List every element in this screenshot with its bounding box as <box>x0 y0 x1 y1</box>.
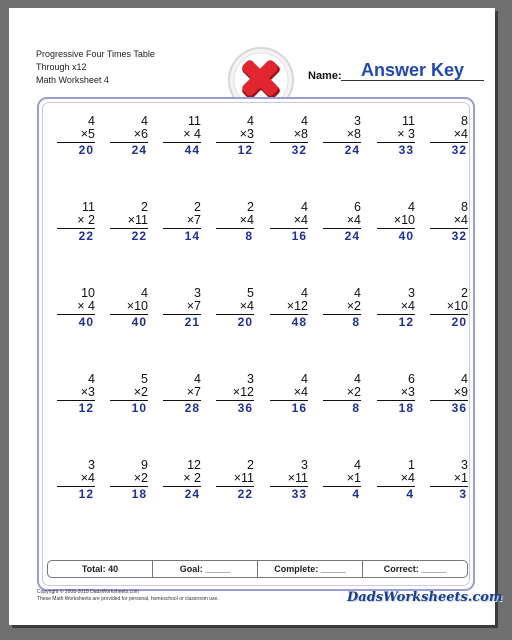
multiplicand: 4 <box>141 286 148 300</box>
problem-row <box>49 200 468 287</box>
goal-field: Goal: _____ <box>153 561 258 577</box>
answer: 20 <box>78 143 94 157</box>
multiplicand: 4 <box>354 372 361 386</box>
multiplier: ×10 <box>430 300 468 315</box>
answer: 4 <box>406 487 414 501</box>
multiplier: ×2 <box>323 300 361 315</box>
multiplicand: 2 <box>194 200 201 214</box>
problem-row <box>49 458 468 545</box>
multiplicand: 3 <box>194 286 201 300</box>
answer: 16 <box>291 229 307 243</box>
problem <box>57 201 95 244</box>
answer: 22 <box>131 229 147 243</box>
multiplicand: 6 <box>354 200 361 214</box>
multiplicand: 4 <box>301 372 308 386</box>
problem <box>110 373 148 416</box>
answer: 32 <box>451 229 467 243</box>
answer: 36 <box>451 401 467 415</box>
answer: 40 <box>398 229 414 243</box>
answer: 32 <box>291 143 307 157</box>
multiplicand: 9 <box>141 458 148 472</box>
problem <box>323 459 361 502</box>
multiplicand: 11 <box>82 200 95 214</box>
multiplier: × 3 <box>377 128 415 143</box>
multiplicand: 3 <box>301 458 308 472</box>
multiplicand: 2 <box>247 458 254 472</box>
multiplier: ×1 <box>430 472 468 487</box>
multiplicand: 2 <box>141 200 148 214</box>
answer: 24 <box>131 143 147 157</box>
problem <box>270 115 308 158</box>
multiplier: ×4 <box>377 472 415 487</box>
multiplicand: 5 <box>141 372 148 386</box>
multiplier: ×9 <box>430 386 468 401</box>
dadsworksheets-logo: DadsWorksheets.com <box>347 590 503 605</box>
problem <box>110 287 148 330</box>
multiplier: ×4 <box>430 214 468 229</box>
correct-field: Correct: _____ <box>383 564 447 574</box>
copyright-line-1: Copyright © 2008-2018 DadsWorksheets.com <box>37 589 139 595</box>
multiplier: ×4 <box>216 300 254 315</box>
answer: 18 <box>131 487 147 501</box>
answer: 20 <box>451 315 467 329</box>
multiplier: ×2 <box>110 386 148 401</box>
problem <box>430 287 468 330</box>
multiplier: ×8 <box>323 128 361 143</box>
problem <box>57 373 95 416</box>
problem <box>216 115 254 158</box>
answer: 12 <box>78 401 94 415</box>
problem <box>377 115 415 158</box>
problem <box>377 459 415 502</box>
multiplicand: 4 <box>354 458 361 472</box>
problems-grid <box>49 114 468 545</box>
answer: 8 <box>245 229 253 243</box>
multiplicand: 11 <box>188 114 201 128</box>
problem <box>323 115 361 158</box>
answer: 40 <box>131 315 147 329</box>
problem <box>163 373 201 416</box>
multiplicand: 8 <box>461 200 468 214</box>
multiplicand: 4 <box>461 372 468 386</box>
problem <box>270 459 308 502</box>
multiplier: ×3 <box>377 386 415 401</box>
multiplier: × 2 <box>57 214 95 229</box>
multiplier: ×10 <box>377 214 415 229</box>
multiplicand: 4 <box>301 286 308 300</box>
copyright-notice <box>37 589 219 603</box>
multiplicand: 4 <box>247 114 254 128</box>
problem <box>163 287 201 330</box>
multiplicand: 12 <box>187 458 201 472</box>
multiplier: ×7 <box>163 214 201 229</box>
multiplier: ×4 <box>430 128 468 143</box>
multiplier: ×4 <box>323 214 361 229</box>
problem <box>57 287 95 330</box>
multiplier: ×7 <box>163 386 201 401</box>
problem <box>163 201 201 244</box>
multiplier: ×4 <box>216 214 254 229</box>
multiplier: ×4 <box>377 300 415 315</box>
multiplier: × 4 <box>57 300 95 315</box>
problem <box>216 287 254 330</box>
multiplier: ×6 <box>110 128 148 143</box>
problem <box>110 201 148 244</box>
problem <box>216 373 254 416</box>
answer: 20 <box>237 315 253 329</box>
multiplicand: 4 <box>88 114 95 128</box>
multiplicand: 5 <box>247 286 254 300</box>
answer: 28 <box>184 401 200 415</box>
multiplicand: 1 <box>408 458 415 472</box>
multiplicand: 4 <box>408 200 415 214</box>
multiplier: ×2 <box>323 386 361 401</box>
multiplier: × 4 <box>163 128 201 143</box>
multiplier: ×4 <box>270 386 308 401</box>
title-line-3: Math Worksheet 4 <box>36 75 109 85</box>
answer: 8 <box>352 315 360 329</box>
multiplier: × 2 <box>163 472 201 487</box>
problem <box>216 459 254 502</box>
answer-key-text: Answer Key <box>360 60 465 80</box>
problems-frame <box>37 97 475 591</box>
multiplicand: 3 <box>247 372 254 386</box>
answer: 36 <box>237 401 253 415</box>
answer: 12 <box>398 315 414 329</box>
answer: 24 <box>184 487 200 501</box>
answer: 24 <box>344 229 360 243</box>
problem <box>270 201 308 244</box>
multiplicand: 10 <box>81 286 95 300</box>
multiplicand: 4 <box>301 114 308 128</box>
problem <box>377 287 415 330</box>
worksheet-page <box>9 8 503 625</box>
multiplier: ×4 <box>270 214 308 229</box>
multiplicand: 3 <box>354 114 361 128</box>
multiplier: ×12 <box>216 386 254 401</box>
multiplicand: 2 <box>461 286 468 300</box>
complete-field: Complete: _____ <box>258 561 363 577</box>
multiplier: ×11 <box>110 214 148 229</box>
problem-row <box>49 286 468 373</box>
answer: 12 <box>237 143 253 157</box>
answer: 22 <box>78 229 94 243</box>
answer: 32 <box>451 143 467 157</box>
problem <box>216 201 254 244</box>
multiplicand: 4 <box>301 200 308 214</box>
problem <box>430 201 468 244</box>
answer: 3 <box>459 487 467 501</box>
problem <box>270 287 308 330</box>
multiplicand: 4 <box>88 372 95 386</box>
multiplier: ×11 <box>216 472 254 487</box>
problem-row <box>49 372 468 459</box>
multiplier: ×5 <box>57 128 95 143</box>
answer: 24 <box>344 143 360 157</box>
multiplier: ×1 <box>323 472 361 487</box>
multiplier: ×2 <box>110 472 148 487</box>
answer: 48 <box>291 315 307 329</box>
problem <box>323 201 361 244</box>
answer: 40 <box>78 315 94 329</box>
problem <box>57 115 95 158</box>
multiplier: ×3 <box>216 128 254 143</box>
name-label: Name: <box>308 70 342 82</box>
name-field <box>341 60 484 81</box>
multiplicand: 3 <box>88 458 95 472</box>
problem <box>377 373 415 416</box>
problem <box>430 115 468 158</box>
problem <box>163 459 201 502</box>
answer: 16 <box>291 401 307 415</box>
answer: 10 <box>131 401 147 415</box>
problem <box>163 115 201 158</box>
multiplier: ×7 <box>163 300 201 315</box>
answer: 44 <box>184 143 200 157</box>
multiplicand: 4 <box>194 372 201 386</box>
title-line-2: Through x12 <box>36 62 87 72</box>
problem <box>110 115 148 158</box>
answer: 33 <box>291 487 307 501</box>
multiplier: ×12 <box>270 300 308 315</box>
multiplicand: 4 <box>141 114 148 128</box>
answer: 21 <box>184 315 200 329</box>
answer: 4 <box>352 487 360 501</box>
multiplier: ×11 <box>270 472 308 487</box>
problem <box>110 459 148 502</box>
multiplier: ×8 <box>270 128 308 143</box>
answer: 22 <box>237 487 253 501</box>
problem <box>377 201 415 244</box>
problem <box>430 373 468 416</box>
answer: 14 <box>184 229 200 243</box>
problem <box>323 287 361 330</box>
worksheet-title <box>36 48 155 87</box>
multiplicand: 2 <box>247 200 254 214</box>
multiplicand: 3 <box>461 458 468 472</box>
problem <box>270 373 308 416</box>
answer: 18 <box>398 401 414 415</box>
problem-row <box>49 114 468 201</box>
multiplicand: 11 <box>402 114 415 128</box>
title-line-1: Progressive Four Times Table <box>36 49 155 59</box>
multiplicand: 8 <box>461 114 468 128</box>
problem <box>323 373 361 416</box>
multiplier: ×3 <box>57 386 95 401</box>
problem <box>57 459 95 502</box>
multiplier: ×4 <box>57 472 95 487</box>
score-box <box>47 560 468 578</box>
answer: 12 <box>78 487 94 501</box>
answer: 33 <box>398 143 414 157</box>
multiplicand: 6 <box>408 372 415 386</box>
answer: 8 <box>352 401 360 415</box>
multiplicand: 3 <box>408 286 415 300</box>
multiplier: ×10 <box>110 300 148 315</box>
total-field: Total: 40 <box>48 561 153 577</box>
copyright-line-2: These Math Worksheets are provided for personal, homeschool or classroom use. <box>37 596 219 602</box>
multiplicand: 4 <box>354 286 361 300</box>
problem <box>430 459 468 502</box>
